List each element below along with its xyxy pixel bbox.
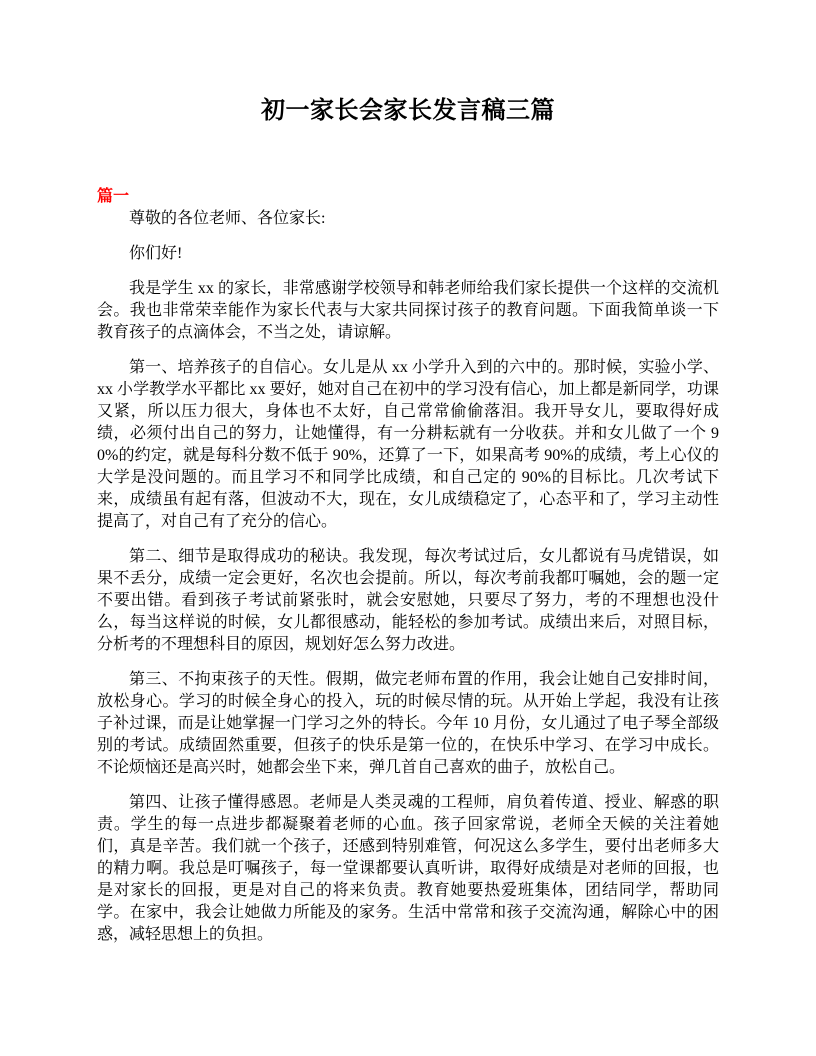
paragraph-point-3-nature: 第三、不拘束孩子的天性。假期，做完老师布置的作用，我会让她自己安排时间，放松身心。学习的时候全身心的投入，玩的时候尽情的玩。从开始上学起，我没有让孩子补过课，而是让她掌握一门学习之外的特长。今年 10 月份，女儿通过了电子琴全部级别的考试。成绩固然重要，但孩子的快乐是第一位的，在快乐中学习、在学习中成长。不论烦恼还是高兴时，她都会坐下来，弹几首自己喜欢的曲子，放松自己。 — [97, 671, 719, 776]
paragraph-point-1-confidence: 第一、培养孩子的自信心。女儿是从 xx 小学升入到的六中的。那时候，实验小学、xx 小学教学水平都比 xx 要好，她对自己在初中的学习没有信心，加上都是新同学，功课又紧，所以压力很大，身体也不太好，自己常常偷偷落泪。我开导女儿，要取得好成绩，必须付出自己的努力，让她懂得，有一分耕耘就有一分收获。并和女儿做了一个 90%的约定，就是每科分数不低于 90%，还算了一下，如果高考 90%的成绩，考上心仪的大学是没问题的。而且学习不和同学比成绩，和自己定的 90%的目标比。几次考试下来，成绩虽有起有落，但波动不大，现在，女儿成绩稳定了，心态平和了，学习主动性提高了，对自己有了充分的信心。 — [97, 359, 719, 530]
section-part-one — [97, 186, 719, 946]
section-heading: 篇一 — [97, 188, 130, 205]
paragraph-point-4-gratitude: 第四、让孩子懂得感恩。老师是人类灵魂的工程师，肩负着传道、授业、解惑的职责。学生的每一点进步都凝聚着老师的心血。孩子回家常说，老师全天候的关注着她们，真是辛苦。我们就一个孩子，还感到特别难管，何况这么多学生，要付出老师多大的精力啊。我总是叮嘱孩子，每一堂课都要认真听讲，取得好成绩是对老师的回报，也是对家长的回报，更是对自己的将来负责。教育她要热爱班集体，团结同学，帮助同学。在家中，我会让她做力所能及的家务。生活中常常和孩子交流沟通，解除心中的困惑，减轻思想上的负担。 — [97, 794, 719, 943]
paragraph-point-2-details: 第二、细节是取得成功的秘诀。我发现，每次考试过后，女儿都说有马虎错误，如果不丢分，成绩一定会更好，名次也会提前。所以，每次考前我都叮嘱她，会的题一定不要出错。看到孩子考试前紧张时，就会安慰她，只要尽了努力，考的不理想也没什么，每当这样说的时候，女儿都很感动，能轻松的参加考试。成绩出来后，对照目标，分析考的不理想科目的原因，规划好怎么努力改进。 — [97, 548, 719, 653]
salutation-line: 尊敬的各位老师、各位家长: — [129, 210, 326, 227]
greeting-line: 你们好! — [129, 245, 183, 262]
document-title: 初一家长会家长发言稿三篇 — [261, 98, 555, 124]
paragraph-intro: 我是学生 xx 的家长，非常感谢学校领导和韩老师给我们家长提供一个这样的交流机会。我也非常荣幸能作为家长代表与大家共同探讨孩子的教育问题。下面我简单谈一下教育孩子的点滴体会，不当之处，请谅解。 — [97, 280, 719, 341]
